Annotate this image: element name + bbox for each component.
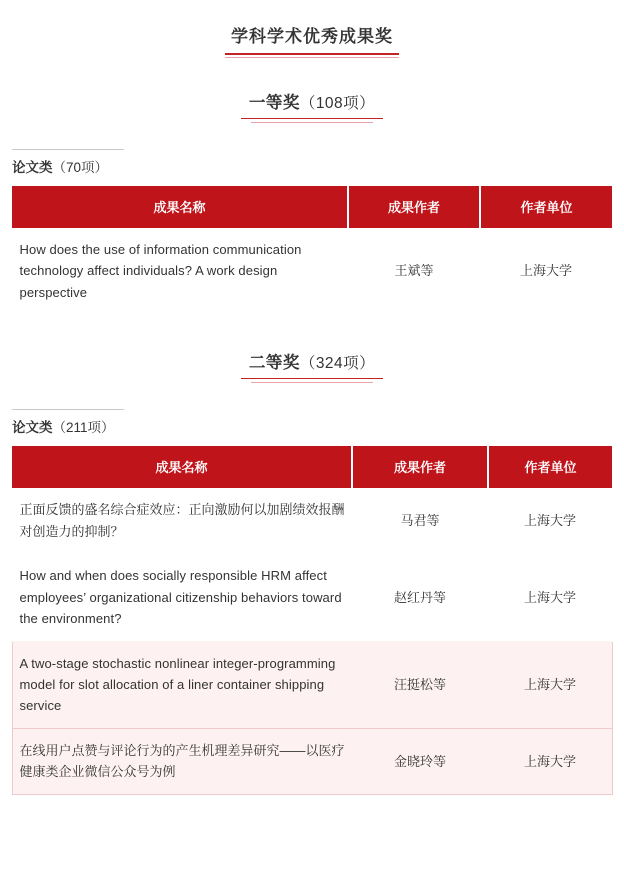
category-label: 论文类 bbox=[12, 160, 53, 175]
cell-author: 汪挺松等 bbox=[352, 641, 488, 728]
award-level-count: （324项） bbox=[299, 355, 376, 373]
cell-achievement-name: How does the use of information communication technology affect individuals? A work design perspective bbox=[19, 242, 302, 300]
cell-organization: 上海大学 bbox=[488, 641, 612, 728]
table-header-row bbox=[12, 446, 612, 488]
award-level-label: 一等奖 bbox=[248, 94, 300, 112]
table-header bbox=[12, 186, 612, 228]
cell-achievement-name: 正面反馈的盛名综合症效应：正向激励何以加剧绩效报酬对创造力的抑制？ bbox=[19, 502, 345, 539]
results-table-first-prize bbox=[12, 186, 613, 315]
category-text bbox=[12, 160, 108, 175]
category-label: 论文类 bbox=[12, 420, 53, 436]
award-level-text bbox=[249, 355, 375, 372]
cell-author: 王斌等 bbox=[394, 263, 434, 279]
cell-organization: 上海大学 bbox=[523, 513, 576, 529]
column-header-name: 成果名称 bbox=[12, 186, 348, 228]
column-header-author: 成果作者 bbox=[352, 446, 488, 488]
main-title-container bbox=[0, 0, 624, 55]
cell-author: 金晓玲等 bbox=[352, 728, 488, 794]
table-body bbox=[12, 228, 612, 315]
award-level-inner bbox=[249, 89, 375, 123]
table-row bbox=[12, 228, 612, 315]
column-header-org: 作者单位 bbox=[480, 186, 612, 228]
category-text bbox=[12, 420, 115, 435]
cell-achievement-name: How and when does socially responsible HRM affect employees’ organizational citizenship behaviors toward the environment? bbox=[19, 568, 342, 627]
award-level-heading-first bbox=[0, 89, 624, 123]
award-level-inner bbox=[249, 349, 375, 383]
table-header bbox=[12, 446, 612, 488]
column-header-author: 成果作者 bbox=[348, 186, 480, 228]
table-row bbox=[12, 554, 612, 641]
cell-author: 赵红丹等 bbox=[393, 589, 446, 605]
category-heading-second bbox=[0, 409, 624, 437]
results-table-second-prize bbox=[12, 446, 613, 794]
table-row bbox=[12, 488, 612, 554]
category-count: （70项） bbox=[52, 160, 109, 175]
category-count: （211项） bbox=[52, 420, 115, 436]
cell-organization: 上海大学 bbox=[488, 728, 612, 794]
category-heading-first bbox=[0, 149, 624, 177]
cell-author: 马君等 bbox=[400, 513, 440, 529]
table-row bbox=[12, 728, 612, 794]
award-level-text bbox=[249, 95, 375, 112]
award-level-heading-second bbox=[0, 349, 624, 383]
award-level-label: 二等奖 bbox=[248, 354, 300, 373]
cell-achievement-name: A two-stage stochastic nonlinear integer-programming model for slot allocation of a liner container shipping service bbox=[12, 641, 352, 728]
column-header-name: 成果名称 bbox=[12, 446, 352, 488]
cell-achievement-name: 在线用户点赞与评论行为的产生机理差异研究——以医疗健康类企业微信公众号为例 bbox=[12, 728, 352, 794]
award-level-count: （108项） bbox=[299, 95, 376, 112]
table-body bbox=[12, 488, 612, 794]
page-title: 学科学术优秀成果奖 bbox=[225, 22, 399, 55]
cell-organization: 上海大学 bbox=[519, 263, 572, 279]
cell-organization: 上海大学 bbox=[523, 589, 576, 605]
table-row bbox=[12, 641, 612, 728]
table-header-row bbox=[12, 186, 612, 228]
category-inner bbox=[12, 409, 115, 437]
column-header-org: 作者单位 bbox=[488, 446, 612, 488]
category-inner bbox=[12, 149, 108, 177]
